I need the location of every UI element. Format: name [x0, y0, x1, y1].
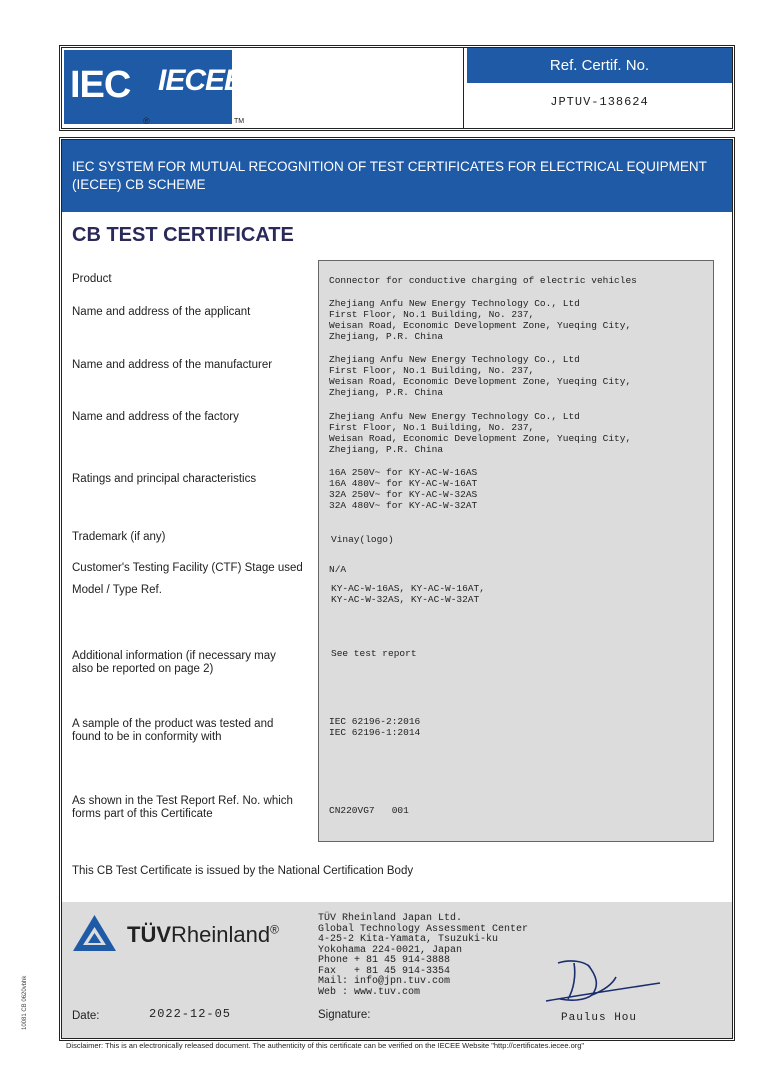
scheme-banner: [62, 140, 732, 212]
tuv-triangle-logo-icon: [72, 913, 117, 953]
trademark-mark: TM: [234, 118, 245, 125]
value-additional-info: See test report: [331, 648, 417, 659]
label-conformity: A sample of the product was tested and found to be in conformity with: [72, 718, 274, 743]
value-trademark: Vinay(logo): [331, 534, 394, 545]
iecee-logo: IECEE: [152, 50, 232, 124]
certificate-title: CB TEST CERTIFICATE: [72, 224, 294, 246]
label-applicant: Name and address of the applicant: [72, 306, 251, 318]
value-model: KY-AC-W-16AS, KY-AC-W-16AT, KY-AC-W-32AS, KY-AC-W-32AT: [331, 583, 485, 605]
iec-logo: IEC: [64, 50, 152, 124]
issued-by-statement: This CB Test Certificate is issued by the National Certification Body: [72, 865, 414, 877]
date-label: Date:: [72, 1010, 100, 1022]
label-product: Product: [72, 273, 112, 285]
value-ratings: 16A 250V~ for KY-AC-W-16AS 16A 480V~ for KY-AC-W-16AT 32A 250V~ for KY-AC-W-32AS 32A 480V~ for KY-AC-W-32AT: [329, 467, 478, 511]
value-manufacturer: Zhejiang Anfu New Energy Technology Co., Ltd First Floor, No.1 Building, No. 237, Weisan Road, Economic Development Zone, Yueqing City, Zhejiang, P.R. China: [329, 354, 632, 398]
tuv-rheinland-logo: TÜVRheinland®: [127, 922, 279, 947]
banner-line-2: (IECEE) CB SCHEME: [72, 177, 206, 192]
label-additional-info: Additional information (if necessary may also be reported on page 2): [72, 650, 276, 675]
header-divider: [463, 48, 464, 128]
value-conformity: IEC 62196-2:2016 IEC 62196-1:2014: [329, 716, 421, 738]
ref-cert-label: Ref. Certif. No.: [467, 48, 732, 83]
side-code: 10081 CB 0620vbhk: [22, 975, 28, 1030]
banner-line-1: IEC SYSTEM FOR MUTUAL RECOGNITION OF TEST CERTIFICATES FOR ELECTRICAL EQUIPMENT: [72, 159, 707, 174]
disclaimer: Disclaimer: This is an electronically released document. The authenticity of this certificate can be verified on the IECEE Website "http://certificates.iecee.org": [66, 1041, 585, 1050]
value-factory: Zhejiang Anfu New Energy Technology Co., Ltd First Floor, No.1 Building, No. 237, Weisan Road, Economic Development Zone, Yueqing City, Zhejiang, P.R. China: [329, 411, 632, 455]
label-manufacturer: Name and address of the manufacturer: [72, 359, 273, 371]
date-value: 2022-12-05: [149, 1007, 232, 1021]
value-test-report: CN220VG7 001: [329, 805, 409, 816]
ref-cert-number: JPTUV-138624: [550, 95, 649, 109]
values-box: [318, 260, 714, 842]
label-ctf-stage: Customer's Testing Facility (CTF) Stage used: [72, 562, 303, 574]
label-trademark: Trademark (if any): [72, 531, 166, 543]
issuer-address: TÜV Rheinland Japan Ltd. Global Technology Assessment Center 4-25-2 Kita-Yamata, Tsuzuki-ku Yokohama 224-0021, Japan Phone + 81 45 914-3888 Fax + 81 45 914-3354 Mail: info@jpn.tuv.com Web : www.tuv.com: [318, 913, 529, 998]
registered-mark: ®: [143, 116, 150, 126]
label-model: Model / Type Ref.: [72, 584, 162, 596]
value-applicant: Zhejiang Anfu New Energy Technology Co., Ltd First Floor, No.1 Building, No. 237, Weisan Road, Economic Development Zone, Yueqing City, Zhejiang, P.R. China: [329, 298, 632, 342]
value-ctf-stage: N/A: [329, 564, 347, 575]
signature-label: Signature:: [318, 1009, 371, 1021]
signatory-name: Paulus Hou: [561, 1012, 638, 1024]
label-factory: Name and address of the factory: [72, 411, 239, 423]
label-ratings: Ratings and principal characteristics: [72, 473, 257, 485]
label-test-report: As shown in the Test Report Ref. No. which forms part of this Certificate: [72, 795, 293, 820]
handwritten-signature: [540, 955, 665, 1005]
value-product: Connector for conductive charging of electric vehicles: [329, 275, 637, 286]
